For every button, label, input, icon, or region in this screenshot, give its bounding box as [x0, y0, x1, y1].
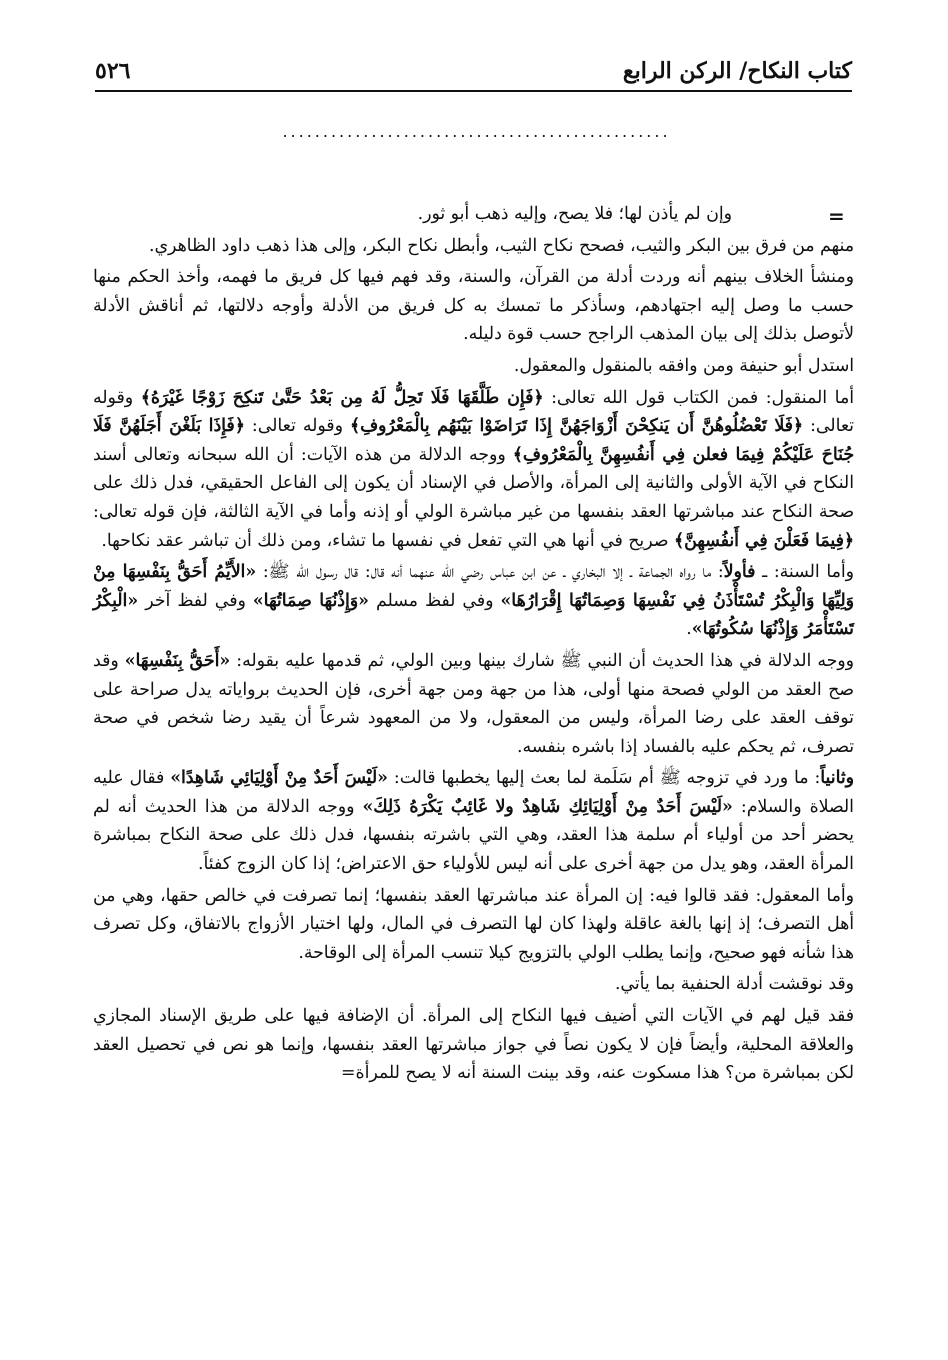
text-run: وأما السنة: ـ: [755, 562, 854, 583]
text-run: وقوله تعالى:: [244, 416, 350, 437]
text-run: وفي لفظ مسلم: [368, 590, 501, 611]
paragraph-5: [93, 384, 854, 556]
hadith-quote: «لَيْسَ أَحَدٌ مِنْ أَوْلِيَائِكِ شَاهِدٌ ولا غَائِبٌ يَكْرَهُ ذَلِكَ»: [362, 796, 733, 817]
paragraph-1: وإن لم يأذن لها؛ فلا يصح، وإليه ذهب أبو ثور.: [417, 204, 732, 224]
paragraph-9: وأما المعقول: فقد قالوا فيه: إن المرأة عند مباشرتها العقد بنفسها؛ إنما تصرفت في خالص حقها، وهي من أهل التصرف؛ إذ إنها بالغة عاقلة ولهذا كان لها التصرف في المال، ولها اختيار الأزواج بالاتفاق، وكل تصرف هذا شأنه فهو صحيح، وإنما يطلب الولي بالتزويج كيلا تنسب المرأة إلى الوقاحة.: [93, 885, 854, 963]
quran-verse: ﴿فَلَا تَعْضُلُوهُنَّ أَن يَنكِحْنَ أَزْوَاجَهُنَّ إِذَا تَرَاضَوْا بَيْنَهُم بِالْمَعْرُوفِ﴾: [349, 416, 804, 437]
text-run: صريح في أنها هي التي تفعل في نفسها ما تشاء، ومن ذلك أن تباشر عقد نكاحها.: [101, 530, 674, 551]
paragraph-10: وقد نوقشت أدلة الحنفية بما يأتي.: [614, 974, 854, 995]
text-run: : ما رواه الجماعة ـ إلا البخاري ـ عن ابن عباس رضي الله عنهما أنه قال: قال رسول الله ﷺ:: [256, 562, 724, 583]
dotted-separator: ................................................: [282, 122, 671, 141]
text-run: ووجه الدلالة من هذه الآيات: أن الله سبحانه وتعالى أسند النكاح في الآية الأولى والثانية إلى المرأة، والأصل في الإسناد أن يكون إلى الفاعل الحقيقي، فدل ذلك على صحة النكاح عند مباشرتها العقد بنفسها من غير مباشرة الولي أو إذنه وأما في الآية الثالثة، فإن قوله تعالى:: [93, 444, 854, 522]
header-title: كتاب النكاح/ الركن الرابع: [622, 58, 852, 84]
text-run: فقال عليه الصلاة والسلام:: [93, 768, 854, 817]
hadith-quote: «الْبِكْرُ تَسْتَأْمَرُ وَإِذْنُهَا سُكُوتُهَا»: [93, 590, 854, 640]
paragraph-6: [93, 558, 854, 644]
paragraph-11: فقد قيل لهم في الآيات التي أضيف فيها النكاح إلى المرأة. أن الإضافة فيها على طريق الإسناد المجازي والعلاقة المحلية، وأيضاً فإن لا يكون نصاً في جواز مباشرتها العقد بنفسها، وإنما هو نص في تحصيل العقد لكن بمباشرة من؟ هذا مسكوت عنه، وقد بينت السنة أنه لا يصح للمرأة=: [93, 1006, 854, 1084]
enumeration-heading: وثانياً: [820, 768, 854, 789]
paragraph-3: ومنشأ الخلاف بينهم أنه وردت أدلة من القرآن، والسنة، وقد فهم فيها كل فريق ما فهمه، وأخذ الحكم منها حسب ما وصل إليه اجتهادهم، وسأذكر ما تمسك به كل فريق من الأدلة وأوجه دلالتها، ثم أناقش الأدلة لأتوصل بذلك إلى بيان المذهب الراجح حسب قوة دليله.: [93, 267, 854, 345]
quran-verse: ﴿فَإِن طَلَّقَهَا فَلَا تَحِلُّ لَهُ مِن بَعْدُ حَتَّىٰ تَنكِحَ زَوْجًا غَيْرَهُ﴾: [140, 387, 544, 408]
text-run: ووجه الدلالة من هذا الحديث أنه لم يحضر أحد من أولياء أم سلمة هذا العقد، وهي التي باشرته بنفسها، فدل ذلك على صحة النكاح بمباشرة المرأة العقد، وهو يدل من جهة أخرى على أنه ليس للأولياء حق الاعتراض؛ إذا كان الزوج كفئاً.: [93, 796, 854, 875]
paragraph-7: [93, 647, 854, 761]
text-run: .: [686, 619, 692, 640]
page-number: ٥٢٦: [95, 58, 131, 84]
enumeration-heading: فأولاً: [723, 562, 756, 583]
text-run: وقوله تعالى:: [93, 387, 854, 437]
text-run: وفي لفظ آخر: [138, 590, 253, 611]
hadith-quote: «وَإِذْنُهَا صِمَاتُهَا»: [252, 590, 369, 611]
text-run: ووجه الدلالة في هذا الحديث أن النبي ﷺ شارك بينها وبين الولي، ثم قدمها عليه بقوله:: [230, 650, 854, 671]
paragraph-8: [93, 764, 854, 878]
paragraph-4: استدل أبو حنيفة ومن وافقه بالمنقول والمعقول.: [513, 355, 854, 376]
footnote-body: [93, 200, 854, 1091]
hadith-quote: «لَيْسَ أَحَدٌ مِنْ أَوْلِيَائِي شَاهِدًا»: [170, 768, 388, 789]
running-header: [95, 50, 852, 92]
quran-verse: ﴿فِيمَا فَعَلْنَ فِي أَنفُسِهِنَّ﴾: [673, 530, 854, 551]
text-run: : ما ورد في تزوجه ﷺ أم سَلَمة لما بعث إليها يخطبها قالت:: [387, 768, 821, 789]
continuation-mark: =: [828, 204, 845, 228]
text-run: أما المنقول: فمن الكتاب قول الله تعالى:: [543, 387, 855, 408]
hadith-quote: «أَحَقُّ بِنَفْسِهَا»: [124, 650, 231, 671]
quran-verse: ﴿فَإِذَا بَلَغْنَ أَجَلَهُنَّ فَلَا جُنَاحَ عَلَيْكُمْ فِيمَا فعلن فِي أَنفُسِهِنَّ بِالْمَعْرُوفِ﴾: [93, 416, 854, 465]
hadith-quote: «الأَيِّمُ أَحَقُّ بِنَفْسِهَا مِنْ وَلِيِّهَا وَالْبِكْرُ تُسْتَأْذَنُ فِي نَفْسِهَا وَصِمَاتُهَا إِقْرَارُهَا»: [93, 562, 854, 611]
paragraph-2: منهم من فرق بين البكر والثيب، فصحح نكاح الثيب، وأبطل نكاح البكر، وإلى هذا ذهب داود الظاهري.: [149, 235, 854, 256]
text-run: وقد صح العقد من الولي فصحة منها أولى، هذا من جهة ومن جهة أخرى، فإن الحديث برواياته يدل صراحة على توقف العقد على رضا المرأة، وليس من المعقول، ولا من المعهود شرعاً أن يقيد رضا شخص في صحة تصرف، ثم يحكم عليه بالفساد إذا باشره بنفسه.: [93, 650, 854, 757]
